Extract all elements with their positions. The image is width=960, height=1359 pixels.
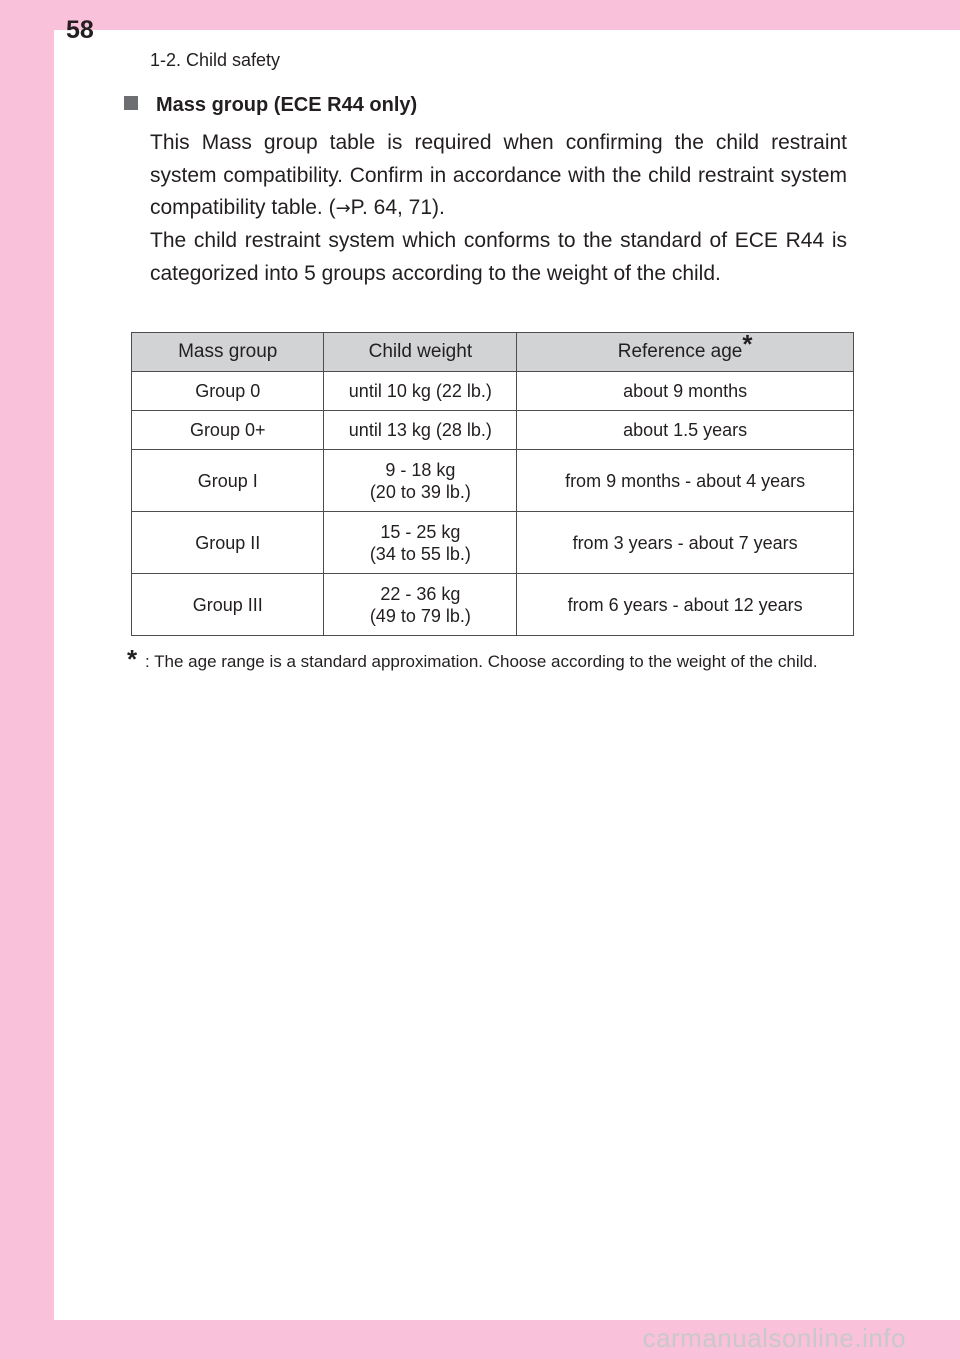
table-row [132, 411, 854, 450]
cell-age: from 9 months - about 4 years [517, 450, 854, 512]
header-reference-age-label: Reference age [617, 341, 743, 362]
cell-weight [324, 411, 517, 450]
section-heading [124, 94, 417, 117]
cell-weight-line1: 22 - 36 kg [380, 583, 461, 604]
heading-text: Mass group (ECE R44 only) [156, 94, 418, 116]
paragraph-1-text: This Mass group table is required when confirming the child restraint system compatibility. Confirm in accordance with the child restraint system compatibility table. ( [150, 131, 847, 219]
cell-age: from 6 years - about 12 years [517, 574, 854, 636]
header-child-weight: Child weight [324, 333, 517, 372]
watermark: carmanualsonline.info [642, 1323, 906, 1353]
table-row [132, 450, 854, 512]
footnote [127, 644, 847, 675]
paragraph-groups: The child restraint system which conforms to the standard of ECE R44 is categorized into 5 groups according to the weight of the child. [150, 229, 847, 285]
header-reference-age [517, 329, 854, 372]
header-mass-group: Mass group [132, 333, 324, 372]
page-number: 58 [66, 16, 94, 44]
paragraph-compatibility [150, 127, 847, 226]
cell-group: Group 0+ [132, 411, 324, 450]
cell-weight [324, 512, 517, 574]
cell-age: from 3 years - about 7 years [517, 512, 854, 574]
footnote-text: : The age range is a standard approximation. Choose according to the weight of the child. [145, 652, 818, 671]
cell-weight-line2: (49 to 79 lb.) [369, 605, 471, 626]
cell-weight-line1: 9 - 18 kg [385, 459, 456, 480]
cell-group: Group II [132, 512, 324, 574]
cell-age: about 9 months [517, 372, 854, 411]
table-row [132, 574, 854, 636]
table-row [132, 372, 854, 411]
footnote-asterisk: * [127, 644, 138, 674]
right-arrow-icon: → [335, 198, 351, 219]
cell-group: Group 0 [132, 372, 324, 411]
mass-group-table [131, 329, 854, 636]
section-title: 1-2. Child safety [150, 50, 281, 70]
cell-weight-line2: (20 to 39 lb.) [369, 481, 471, 502]
cell-weight-line1: until 10 kg (22 lb.) [348, 381, 492, 401]
cell-group: Group I [132, 450, 324, 512]
left-margin-band [0, 0, 54, 1359]
cell-group: Group III [132, 574, 324, 636]
asterisk-marker: * [742, 329, 753, 359]
page-reference-link[interactable]: P. 64, 71). [350, 196, 445, 219]
cell-age: about 1.5 years [517, 411, 854, 450]
square-bullet-icon [124, 96, 138, 110]
cell-weight [324, 574, 517, 636]
cell-weight [324, 372, 517, 411]
table-row [132, 512, 854, 574]
table-header-row [132, 333, 854, 372]
cell-weight [324, 450, 517, 512]
cell-weight-line2: (34 to 55 lb.) [369, 543, 471, 564]
cell-weight-line1: until 13 kg (28 lb.) [348, 420, 492, 440]
cell-weight-line1: 15 - 25 kg [380, 521, 461, 542]
